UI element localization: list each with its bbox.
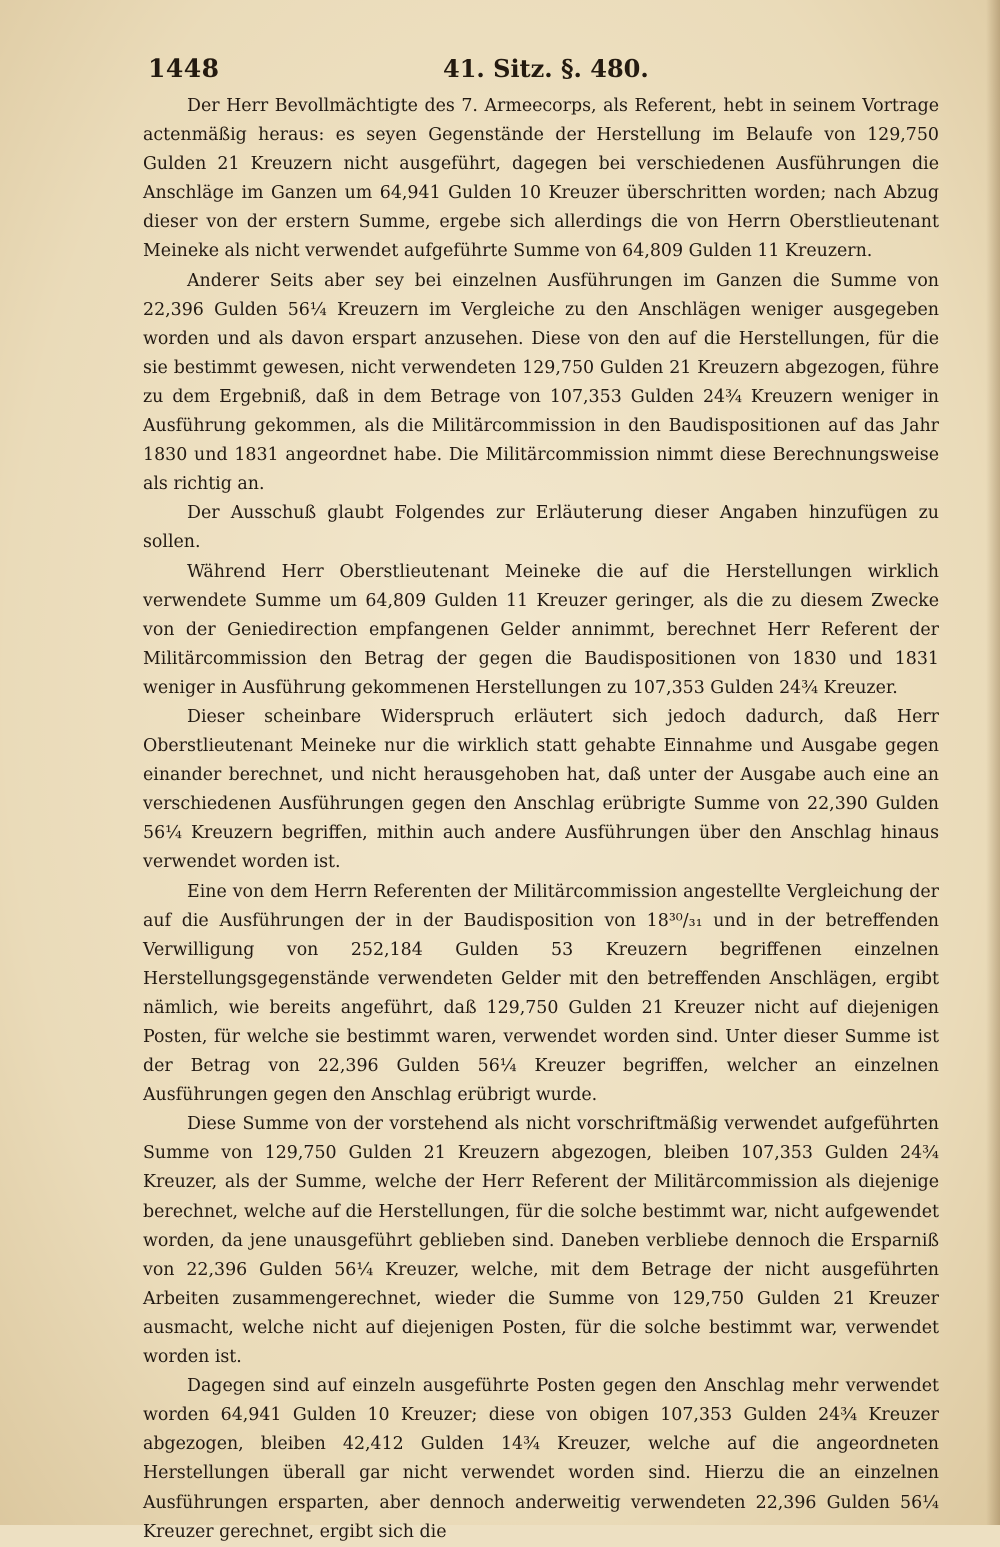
running-title: 41. Sitz. §. 480. [443,54,649,83]
body-text [143,92,939,1547]
running-head [143,52,943,88]
paragraph-4: Während Herr Oberstlieutenant Meineke die auf die Herstellungen wirklich verwendete Summe um 64,809 Gulden 11 Kreuzer geringer, als die zu diesem Zwecke von der Geniedirection empfangenen Gelder annimmt, berechnet Herr Referent der Militärcommission den Betrag der gegen die Baudispositionen von 1830 und 1831 weniger in Ausführung gekommenen Herstellungen zu 107,353 Gulden 24¾ Kreuzer. [143,561,939,698]
page-number: 1448 [148,54,220,83]
paragraph-5: Dieser scheinbare Widerspruch erläutert sich jedoch dadurch, daß Herr Oberstlieutenant Meineke nur die wirklich statt gehabte Einnahme und Ausgabe gegen einander berechnet, und nicht herausgehoben hat, daß unter der Ausgabe auch eine an verschiedenen Ausführungen gegen den Anschlag erübrigte Summe von 22,390 Gulden 56¼ Kreuzern begriffen, mithin auch andere Ausführungen über den Anschlag hinaus verwendet worden ist. [143,706,939,873]
paragraph-2: Anderer Seits aber sey bei einzelnen Ausführungen im Ganzen die Summe von 22,396 Gulden 56¼ Kreuzern im Vergleiche zu den Anschlägen weniger ausgegeben worden und als davon erspart anzusehen. Diese von den auf die Herstellungen, für die sie bestimmt gewesen, nicht verwendeten 129,750 Gulden 21 Kreuzern abgezogen, führe zu dem Ergebniß, daß in dem Betrage von 107,353 Gulden 24¾ Kreuzern weniger in Ausführung gekommen, als die Militärcommission in den Baudispositionen auf das Jahr 1830 und 1831 angeordnet habe. Die Militärcommission nimmt diese Berechnungsweise als richtig an. [143,270,939,495]
paragraph-3: Der Ausschuß glaubt Folgendes zur Erläuterung dieser Angaben hinzufügen zu sollen. [143,503,939,553]
page-edge-shadow [986,0,1000,1525]
paragraph-7: Diese Summe von der vorstehend als nicht vorschriftmäßig verwendet aufgeführten Summe von 129,750 Gulden 21 Kreuzern abgezogen, bleiben 107,353 Gulden 24¾ Kreuzer, als der Summe, welche der Herr Referent der Militärcommission als diejenige berechnet, welche auf die Herstellungen, für die solche bestimmt war, nicht aufgewendet worden, da jene unausgeführt geblieben sind. Daneben verbliebe dennoch die Ersparniß von 22,396 Gulden 56¼ Kreuzer, welche, mit dem Betrage der nicht ausgeführten Arbeiten zusammengerechnet, wieder die Summe von 129,750 Gulden 21 Kreuzer ausmacht, welche nicht auf diejenigen Posten, für die solche bestimmt war, verwendet worden ist. [143,1114,939,1368]
paragraph-8: Dagegen sind auf einzeln ausgeführte Posten gegen den Anschlag mehr verwendet worden 64,941 Gulden 10 Kreuzer; diese von obigen 107,353 Gulden 24¾ Kreuzer abgezogen, bleiben 42,412 Gulden 14¾ Kreuzer, welche auf die angeordneten Herstellungen überall gar nicht verwendet worden sind. Hierzu die an einzelnen Ausführungen ersparten, aber dennoch anderweitig verwendeten 22,396 Gulden 56¼ Kreuzer gerechnet, ergibt sich die [143,1376,939,1542]
paragraph-6: Eine von dem Herrn Referenten der Militärcommission angestellte Vergleichung der auf die Ausführungen der in der Baudisposition von 18³⁰/₃₁ und in der betreffenden Verwilligung von 252,184 Gulden 53 Kreuzern begriffenen einzelnen Herstellungsgegenstände verwendeten Gelder mit den betreffenden Anschlägen, ergibt nämlich, wie bereits angeführt, daß 129,750 Gulden 21 Kreuzer nicht auf diejenigen Posten, für welche sie bestimmt waren, verwendet worden sind. Unter dieser Summe ist der Betrag von 22,396 Gulden 56¼ Kreuzer begriffen, welcher an einzelnen Ausführungen gegen den Anschlag erübrigt wurde. [143,881,939,1106]
paragraph-1: Der Herr Bevollmächtigte des 7. Armeecorps, als Referent, hebt in seinem Vortrage actenmäßig heraus: es seyen Gegenstände der Herstellung im Belaufe von 129,750 Gulden 21 Kreuzern nicht ausgeführt, dagegen bei verschiedenen Ausführungen die Anschläge im Ganzen um 64,941 Gulden 10 Kreuzer überschritten worden; nach Abzug dieser von der erstern Summe, ergebe sich allerdings die von Herrn Oberstlieutenant Meineke als nicht verwendet aufgeführte Summe von 64,809 Gulden 11 Kreuzern. [143,96,939,262]
